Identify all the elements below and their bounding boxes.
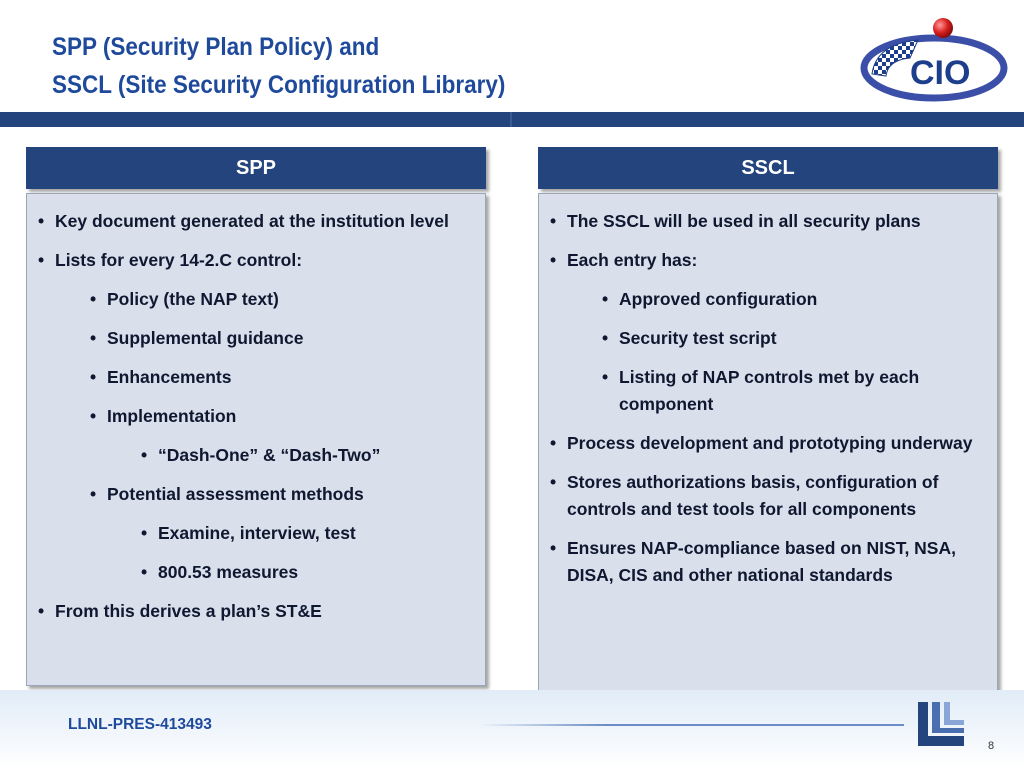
spp-sub-bullet: • Potential assessment methods bbox=[87, 481, 471, 508]
cio-logo bbox=[858, 14, 1008, 102]
spp-bullet-list bbox=[35, 208, 471, 625]
sscl-sub-bullet: • Approved configuration bbox=[599, 286, 983, 313]
sscl-panel-heading: SSCL bbox=[538, 147, 998, 189]
spp-sub-bullet: • Supplemental guidance bbox=[87, 325, 471, 352]
spp-panel-body bbox=[26, 193, 486, 686]
spp-sub-bullet: • Implementation bbox=[87, 403, 471, 430]
spp-panel bbox=[26, 147, 486, 686]
spp-bullet: • Lists for every 14-2.C control: bbox=[35, 247, 471, 274]
spp-panel-heading: SPP bbox=[26, 147, 486, 189]
spp-bullet: • Key document generated at the institution level bbox=[35, 208, 471, 235]
slide-title-line-1: SPP (Security Plan Policy) and bbox=[52, 33, 380, 61]
sscl-bullet: • The SSCL will be used in all security plans bbox=[547, 208, 983, 235]
sscl-bullet: • Stores authorizations basis, configuration of controls and test tools for all components bbox=[547, 469, 983, 523]
sscl-bullet: • Ensures NAP-compliance based on NIST, NSA, DISA, CIS and other national standards bbox=[547, 535, 983, 589]
sscl-sub-bullet: • Listing of NAP controls met by each component bbox=[599, 364, 983, 418]
llnl-logo bbox=[914, 698, 968, 750]
sscl-bullet: • Each entry has: bbox=[547, 247, 983, 274]
spp-sub-bullet: • Policy (the NAP text) bbox=[87, 286, 471, 313]
spp-bullet: • From this derives a plan’s ST&E bbox=[35, 598, 471, 625]
sscl-panel-body bbox=[538, 193, 998, 693]
spp-sub-bullet: • Enhancements bbox=[87, 364, 471, 391]
slide-title bbox=[52, 28, 505, 104]
sscl-bullet: • Process development and prototyping underway bbox=[547, 430, 983, 457]
spp-sub-sub-bullet: • Examine, interview, test bbox=[138, 520, 471, 547]
sscl-bullet-list bbox=[547, 208, 983, 589]
document-id: LLNL-PRES-413493 bbox=[68, 716, 212, 733]
page-number: 8 bbox=[988, 740, 995, 752]
spp-sub-sub-bullet: • 800.53 measures bbox=[138, 559, 471, 586]
spp-sub-sub-bullet: • “Dash-One” & “Dash-Two” bbox=[138, 442, 471, 469]
slide-title-line-2: SSCL (Site Security Configuration Library) bbox=[52, 71, 506, 99]
footer-rule bbox=[480, 724, 904, 726]
sscl-sub-bullet: • Security test script bbox=[599, 325, 983, 352]
title-divider-band bbox=[0, 112, 1024, 127]
cio-logo-text: CIO bbox=[910, 54, 971, 92]
sscl-panel bbox=[538, 147, 998, 693]
